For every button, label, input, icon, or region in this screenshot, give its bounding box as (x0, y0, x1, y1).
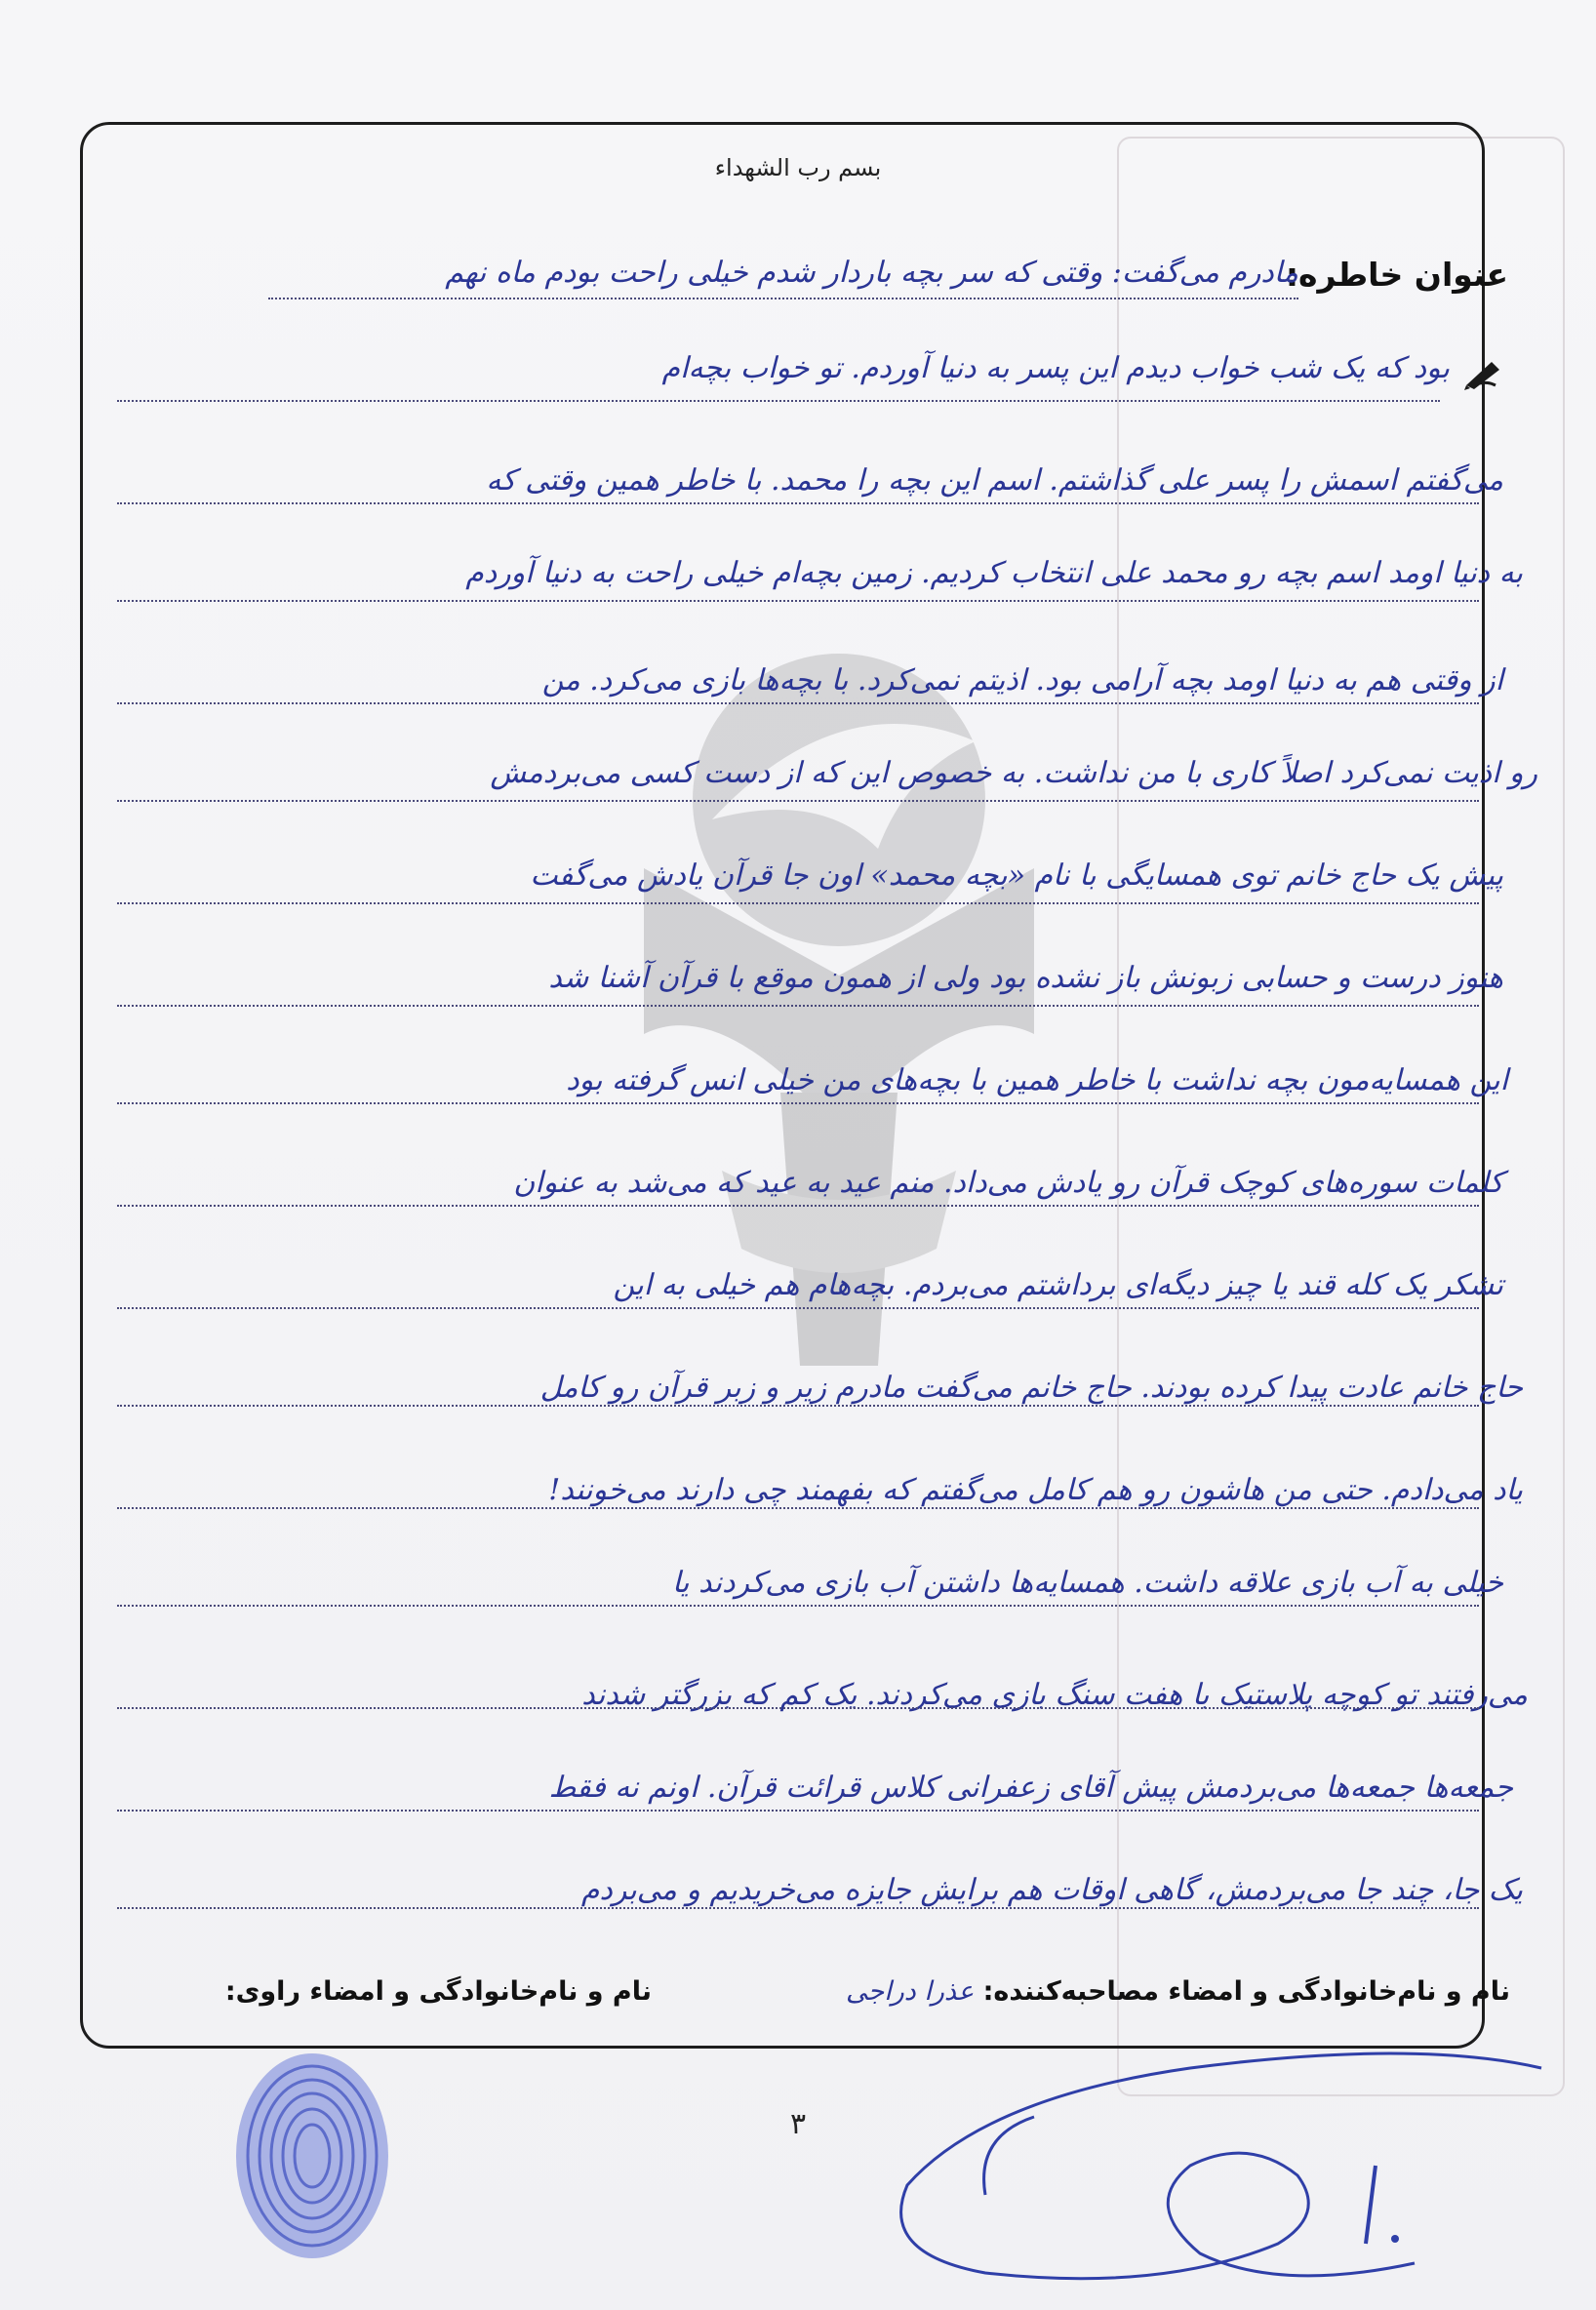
memoir-line: مادرم می‌گفت: وقتی که سر بچه باردار شدم خیلی راحت بودم ماه نهم (445, 256, 1298, 290)
ruled-line (117, 1810, 1479, 1812)
memoir-line: خیلی به آب بازی علاقه داشت. همسایه‌ها داشتن آب بازی می‌کردند یا (671, 1566, 1503, 1600)
memoir-line: جمعه‌ها جمعه‌ها می‌بردمش پیش آقای زعفرانی کلاس قرائت قرآن. اونم نه فقط (548, 1771, 1513, 1805)
ruled-line (117, 502, 1479, 504)
ruled-line (117, 400, 1440, 402)
ruled-line (117, 1707, 1479, 1709)
memoir-line: یک جا، چند جا می‌بردمش، گاهی اوقات هم برایش جایزه می‌خریدیم و می‌بردم (580, 1873, 1523, 1907)
ruled-line (117, 1907, 1479, 1909)
ruled-line (117, 1507, 1479, 1509)
memoir-line: هنوز درست و حسابی زبونش باز نشده بود ولی از همون موقع با قرآن آشنا شد (548, 961, 1503, 995)
memoir-line: حاج خانم عادت پیدا کرده بودند. حاج خانم می‌گفت مادرم زیر و زبر قرآن رو کامل (539, 1371, 1523, 1405)
ruled-line (117, 1307, 1479, 1309)
fingerprint (215, 2039, 410, 2273)
memoir-line: این همسایه‌مون بچه نداشت با خاطر همین با بچه‌های من خیلی انس گرفته بود (566, 1063, 1508, 1097)
pen-icon (1462, 356, 1503, 391)
page-number: ٣ (790, 2107, 807, 2141)
ruled-line (117, 1102, 1479, 1104)
ruled-line (268, 298, 1298, 299)
ruled-line (117, 1005, 1479, 1007)
interviewer-label: نام و نام‌خانوادگی و امضاء مصاحبه‌کننده: عذرا دراجی (846, 1976, 1510, 2007)
memoir-line: یاد می‌دادم. حتی من هاشون رو هم کامل می‌گفتم که بفهمند چی دارند می‌خونند! (548, 1473, 1523, 1507)
ruled-line (117, 702, 1479, 704)
ruled-line (117, 902, 1479, 904)
ruled-line (117, 600, 1479, 602)
memoir-line: بود که یک شب خواب دیدم این پسر به دنیا آوردم. تو خواب بچه‌ام (661, 351, 1450, 385)
memoir-title-label: عنوان خاطره: (1285, 256, 1508, 294)
memoir-line: از وقتی هم به دنیا اومد بچه آرامی بود. اذیتم نمی‌کرد. با بچه‌ها بازی می‌کرد. من (541, 663, 1503, 697)
memoir-line: تشکر یک کله قند یا چیز دیگه‌ای برداشتم می‌بردم. بچه‌هام هم خیلی به این (613, 1268, 1503, 1302)
ruled-line (117, 800, 1479, 802)
signature (868, 2029, 1571, 2302)
ruled-line (117, 1405, 1479, 1407)
basmala-header: بسم رب الشهداء (714, 154, 882, 181)
memoir-line: می‌گفتم اسمش را پسر علی گذاشتم. اسم این بچه را محمد. با خاطر همین وقتی که (486, 463, 1503, 498)
memoir-line: رو اذیت نمی‌کرد اصلاً کاری با من نداشت. به خصوص این که از دست کسی می‌بردمش (490, 756, 1537, 790)
ruled-line (117, 1205, 1479, 1207)
ruled-line (117, 1605, 1479, 1607)
memoir-line: پیش یک حاج خانم توی همسایگی با نام «بچه محمد» اون جا قرآن یادش می‌گفت (530, 858, 1503, 893)
narrator-label: نام و نام‌خانوادگی و امضاء راوی: (224, 1976, 652, 2007)
memoir-line: می‌رفتند تو کوچه پلاستیک با هفت سنگ بازی می‌کردند. یک کم که بزرگتر شدند (581, 1678, 1528, 1712)
memoir-line: به دنیا اومد اسم بچه رو محمد علی انتخاب کردیم. زمین بچه‌ام خیلی راحت به دنیا آوردم (465, 556, 1523, 590)
interviewer-name: عذرا دراجی (846, 1976, 975, 2007)
memoir-line: کلمات سوره‌های کوچک قرآن رو یادش می‌داد. منم عید به عید که می‌شد به عنوان (513, 1166, 1503, 1200)
